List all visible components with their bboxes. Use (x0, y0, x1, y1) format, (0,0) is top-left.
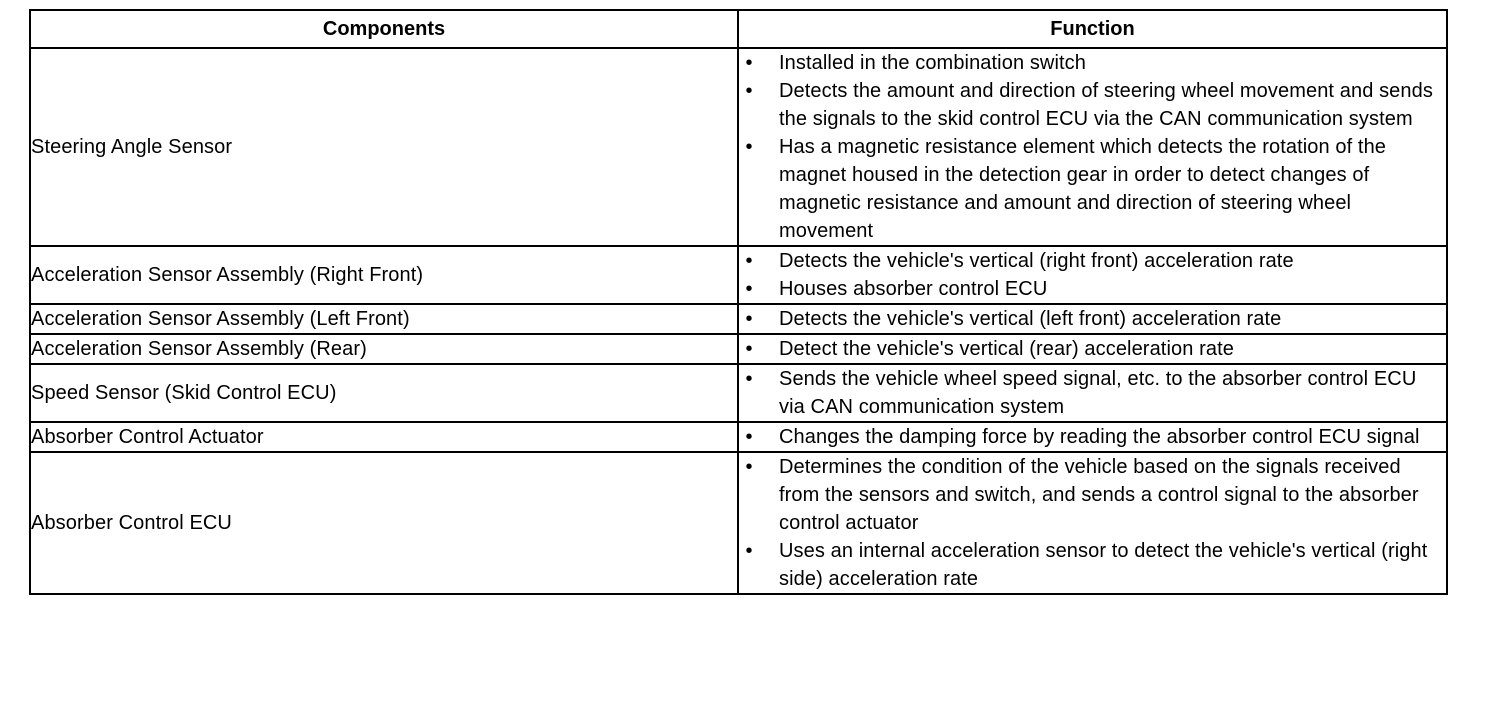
bullet-icon: • (745, 278, 753, 300)
function-list (739, 305, 1446, 333)
function-list-item (739, 537, 1446, 593)
function-text: Houses absorber control ECU (779, 278, 1048, 300)
function-list (739, 335, 1446, 363)
bullet-icon: • (745, 456, 753, 478)
component-name-cell: Acceleration Sensor Assembly (Left Front) (30, 304, 738, 334)
header-components: Components (30, 10, 738, 48)
function-cell (738, 246, 1447, 304)
table-body (30, 48, 1447, 594)
bullet-icon: • (745, 250, 753, 272)
function-list (739, 365, 1446, 421)
bullet-icon: • (745, 368, 753, 390)
component-name-cell: Acceleration Sensor Assembly (Rear) (30, 334, 738, 364)
bullet-icon: • (745, 426, 753, 448)
function-text: Has a magnetic resistance element which detects the rotation of the magnet housed in the detection gear in order to detect changes of magnetic resistance and amount and direction of steering wheel movement (779, 136, 1387, 242)
function-list-item (739, 423, 1446, 451)
bullet-icon: • (745, 308, 753, 330)
header-function: Function (738, 10, 1447, 48)
function-list-item (739, 247, 1446, 275)
function-list-item (739, 305, 1446, 333)
bullet-icon: • (745, 52, 753, 74)
table-row (30, 304, 1447, 334)
component-name-cell: Steering Angle Sensor (30, 48, 738, 246)
function-list (739, 423, 1446, 451)
function-list (739, 49, 1446, 245)
function-list-item (739, 77, 1446, 133)
function-list (739, 453, 1446, 593)
bullet-icon: • (745, 80, 753, 102)
function-list-item (739, 453, 1446, 537)
table-row (30, 422, 1447, 452)
function-text: Changes the damping force by reading the absorber control ECU signal (779, 426, 1420, 448)
component-name-cell: Acceleration Sensor Assembly (Right Front) (30, 246, 738, 304)
function-cell (738, 48, 1447, 246)
table-row (30, 48, 1447, 246)
function-text: Detect the vehicle's vertical (rear) acceleration rate (779, 338, 1234, 360)
component-name-cell: Speed Sensor (Skid Control ECU) (30, 364, 738, 422)
function-cell (738, 334, 1447, 364)
function-text: Installed in the combination switch (779, 52, 1086, 74)
component-name-cell: Absorber Control ECU (30, 452, 738, 594)
function-cell (738, 364, 1447, 422)
function-list-item (739, 133, 1446, 245)
function-text: Uses an internal acceleration sensor to detect the vehicle's vertical (right side) acceleration rate (779, 540, 1428, 590)
table-row (30, 452, 1447, 594)
function-list-item (739, 365, 1446, 421)
function-text: Detects the amount and direction of steering wheel movement and sends the signals to the skid control ECU via the CAN communication system (779, 80, 1433, 130)
function-cell (738, 304, 1447, 334)
table-header-row (30, 10, 1447, 48)
function-text: Sends the vehicle wheel speed signal, etc. to the absorber control ECU via CAN communication system (779, 368, 1417, 418)
components-function-table (29, 9, 1448, 595)
function-cell (738, 452, 1447, 594)
function-text: Determines the condition of the vehicle based on the signals received from the sensors and switch, and sends a control signal to the absorber control actuator (779, 456, 1419, 534)
function-list-item (739, 275, 1446, 303)
table-row (30, 334, 1447, 364)
bullet-icon: • (745, 338, 753, 360)
function-list-item (739, 49, 1446, 77)
function-cell (738, 422, 1447, 452)
table-row (30, 364, 1447, 422)
function-list-item (739, 335, 1446, 363)
bullet-icon: • (745, 136, 753, 158)
component-name-cell: Absorber Control Actuator (30, 422, 738, 452)
bullet-icon: • (745, 540, 753, 562)
function-text: Detects the vehicle's vertical (left front) acceleration rate (779, 308, 1282, 330)
function-list (739, 247, 1446, 303)
table-row (30, 246, 1447, 304)
function-text: Detects the vehicle's vertical (right front) acceleration rate (779, 250, 1294, 272)
